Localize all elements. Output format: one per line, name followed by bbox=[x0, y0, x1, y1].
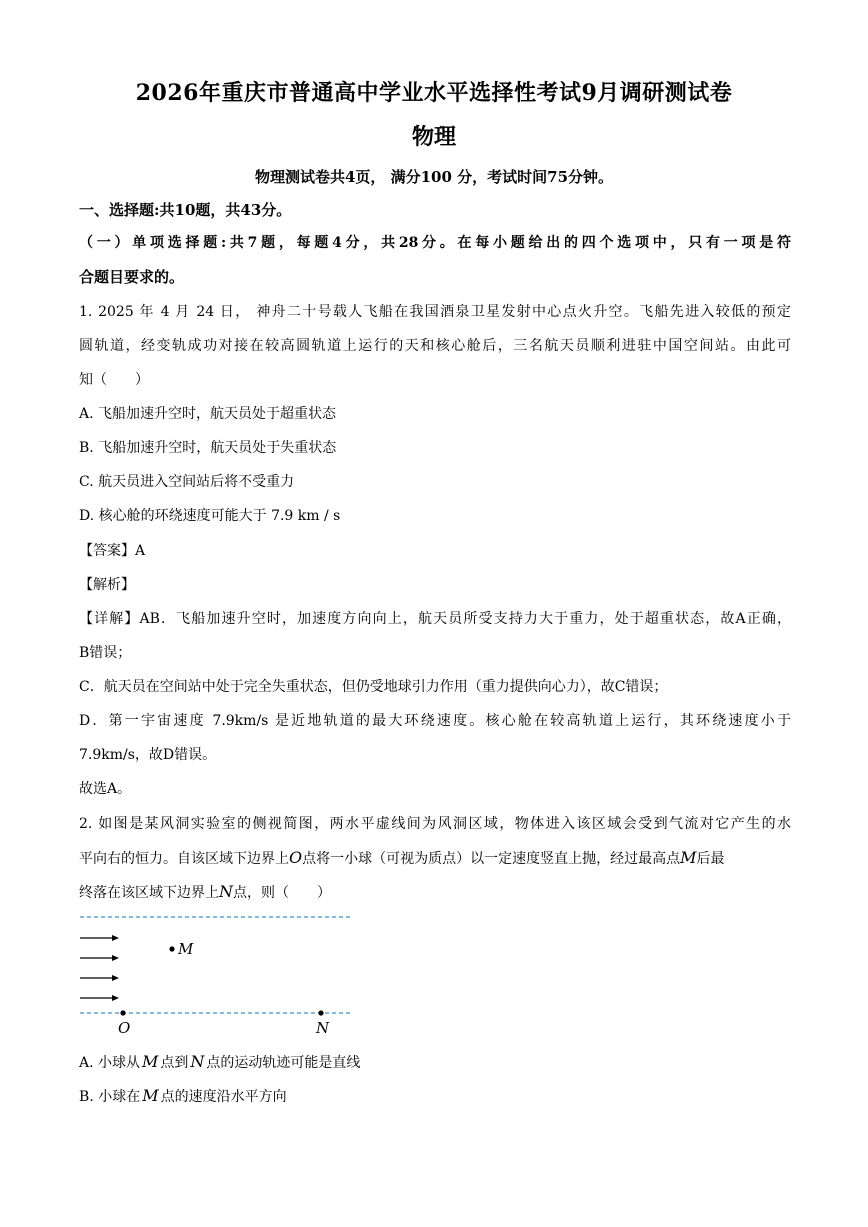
point-n-dot bbox=[318, 1010, 323, 1015]
q2-option-b-part2: 点的速度沿水平方向 bbox=[160, 1089, 287, 1105]
q1-stem-line3: 知（ ） bbox=[79, 372, 149, 388]
q2-stem-point-n: N bbox=[219, 882, 233, 901]
wind-arrow-4 bbox=[80, 995, 119, 1001]
wind-arrow-2 bbox=[80, 955, 119, 961]
q1-conclusion: 故选A。 bbox=[79, 781, 132, 797]
wind-arrow-3 bbox=[80, 975, 119, 981]
q2-stem-line3 bbox=[79, 882, 331, 903]
q1-detail-line4: D．第一宇宙速度 7.9km/s 是近地轨道的最大环绕速度。核心舱在较高轨道上运行，其环绕速度小于 bbox=[79, 713, 791, 729]
q1-detail-line3: C．航天员在空间站中处于完全失重状态，但仍受地球引力作用（重力提供向心力），故C错误； bbox=[79, 679, 668, 695]
point-o-dot bbox=[120, 1010, 125, 1015]
wind-arrow-1 bbox=[80, 935, 119, 941]
q1-option-c: C. 航天员进入空间站后将不受重力 bbox=[79, 474, 295, 490]
q2-option-a-point-n: N bbox=[190, 1052, 205, 1071]
section-heading: 一、选择题:共10题，共43分。 bbox=[79, 201, 292, 219]
label-m: M bbox=[178, 940, 194, 958]
q2-option-a-point-m: M bbox=[142, 1052, 159, 1071]
label-o: O bbox=[118, 1019, 131, 1037]
q2-option-a-part3: 点的运动轨迹可能是直线 bbox=[206, 1055, 361, 1071]
q1-option-d: D. 核心舱的环绕速度可能大于 7.9 km / s bbox=[79, 508, 341, 524]
q2-option-a bbox=[79, 1052, 360, 1073]
q2-stem-point-o: O bbox=[289, 848, 303, 867]
wind-tunnel-figure bbox=[70, 905, 370, 1040]
q1-detail-line2: B错误； bbox=[79, 645, 132, 661]
q1-answer: 【答案】A bbox=[79, 543, 146, 559]
q2-stem-line2-part-b: 点将一小球（可视为质点）以一定速度竖直上抛，经过最高点 bbox=[302, 851, 681, 867]
q2-stem-line3-part-b: 点，则（ ） bbox=[233, 885, 331, 901]
q2-option-b bbox=[79, 1086, 287, 1107]
q1-stem-line1: 1. 2025 年 4 月 24 日， 神舟二十号载人飞船在我国酒泉卫星发射中心点火升空。飞船先进入较低的预定 bbox=[79, 304, 791, 320]
q2-option-b-point-m: M bbox=[142, 1086, 159, 1105]
q2-option-a-part1: A. 小球从 bbox=[79, 1055, 141, 1071]
q2-stem-line2-part-a: 平向右的恒力。自该区域下边界上 bbox=[79, 851, 289, 867]
q2-stem-line2-part-c: 后最 bbox=[696, 851, 725, 867]
q1-detail-line5: 7.9km/s，故D错误。 bbox=[79, 747, 217, 763]
q2-stem-line1: 2. 如图是某风洞实验室的侧视简图，两水平虚线间为风洞区域，物体进入该区域会受到气流对它产生的水 bbox=[79, 816, 791, 832]
q1-option-a: A. 飞船加速升空时，航天员处于超重状态 bbox=[79, 406, 337, 422]
section-subheading-line1: （一）单项选择题:共7题，每题4分，共28分。在每小题给出的四个选项中，只有一项是符 bbox=[79, 235, 791, 251]
point-m-dot bbox=[169, 946, 174, 951]
section-subheading-line2: 合题目要求的。 bbox=[79, 268, 185, 286]
q1-stem-line2: 圆轨道，经变轨成功对接在较高圆轨道上运行的天和核心舱后，三名航天员顺利进驻中国空间站。由此可 bbox=[79, 338, 791, 354]
exam-info: 物理测试卷共4页， 满分100 分，考试时间75分钟。 bbox=[254, 168, 614, 186]
subject-title: 物理 bbox=[411, 124, 456, 150]
q2-stem-line3-part-a: 终落在该区域下边界上 bbox=[79, 885, 219, 901]
q2-option-a-part2: 点到 bbox=[160, 1055, 189, 1071]
exam-title: 2026年重庆市普通高中学业水平选择性考试9月调研测试卷 bbox=[135, 80, 733, 106]
q1-option-b: B. 飞船加速升空时，航天员处于失重状态 bbox=[79, 440, 337, 456]
q2-stem-point-m: M bbox=[680, 848, 697, 867]
q1-detail-line1: 【详解】AB．飞船加速升空时，加速度方向向上，航天员所受支持力大于重力，处于超重状态，故A正确， bbox=[79, 611, 791, 627]
q2-option-b-part1: B. 小球在 bbox=[79, 1089, 141, 1105]
label-n: N bbox=[316, 1019, 330, 1037]
q2-stem-line2 bbox=[79, 848, 725, 869]
q1-analysis-label: 【解析】 bbox=[79, 577, 135, 593]
